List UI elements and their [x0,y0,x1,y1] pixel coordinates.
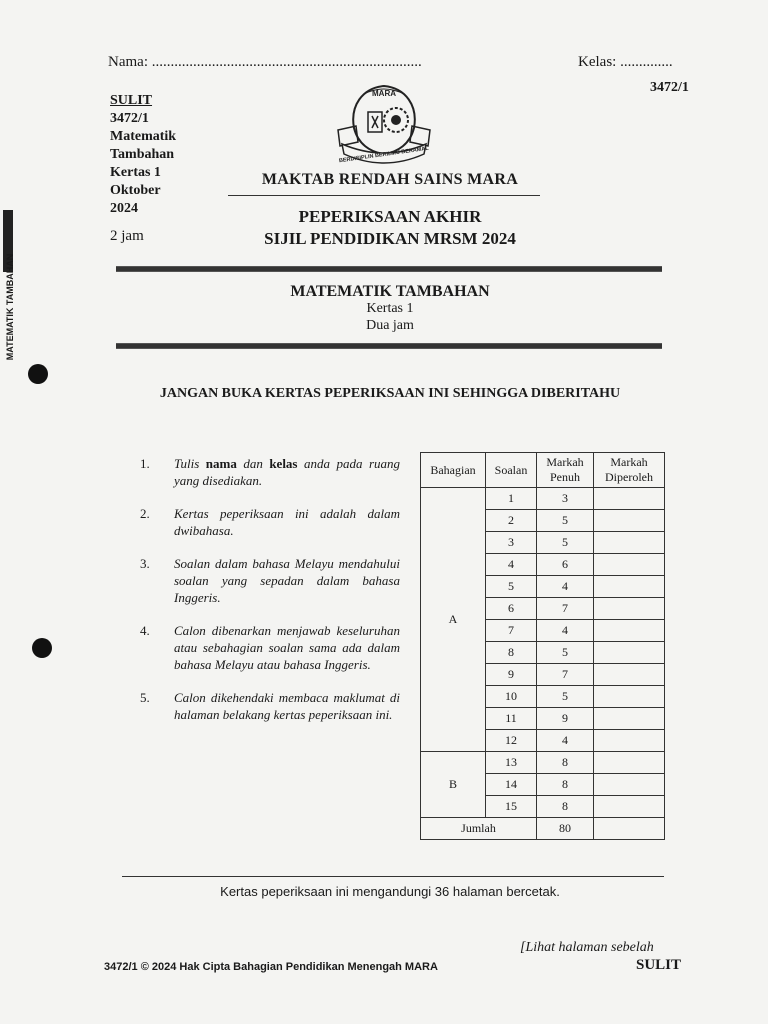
question-number-cell: 11 [486,708,537,730]
total-obtained-cell[interactable] [594,818,665,840]
divider-bar-bottom [116,343,662,349]
full-marks-cell: 4 [537,620,594,642]
full-marks-cell: 4 [537,730,594,752]
marks-table [420,452,665,840]
section-cell: B [421,752,486,818]
question-number-cell: 13 [486,752,537,774]
question-number-cell: 8 [486,642,537,664]
header-soalan: Soalan [486,453,537,488]
obtained-marks-cell[interactable] [594,576,665,598]
duration-label: 2 jam [110,228,144,244]
kelas-field: Kelas: .............. [578,54,673,70]
sulit-footer: SULIT [636,957,682,973]
paper-code-right: 3472/1 [650,80,689,95]
exam-title [200,206,580,250]
subject-line-1: Matematik [110,129,177,144]
full-marks-cell: 7 [537,664,594,686]
header-markah-diperoleh: Markah Diperoleh [594,453,665,488]
subject-line-2: Tambahan [110,147,175,162]
table-header-row [421,453,665,488]
obtained-marks-cell[interactable] [594,510,665,532]
paper-code: 3472/1 [110,111,149,126]
obtained-marks-cell[interactable] [594,796,665,818]
obtained-marks-cell[interactable] [594,730,665,752]
question-number-cell: 6 [486,598,537,620]
obtained-marks-cell[interactable] [594,664,665,686]
subject-block [200,283,580,334]
table-row [421,752,665,774]
full-marks-cell: 4 [537,576,594,598]
exam-year: 2024 [110,201,138,216]
full-marks-cell: 8 [537,796,594,818]
instruction-item: 1. Tulis nama dan kelas anda pada ruang yang disediakan. [140,456,400,488]
total-row [421,818,665,840]
obtained-marks-cell[interactable] [594,708,665,730]
obtained-marks-cell[interactable] [594,488,665,510]
full-marks-cell: 9 [537,708,594,730]
full-marks-cell: 3 [537,488,594,510]
total-label: Jumlah [421,818,537,840]
question-number-cell: 14 [486,774,537,796]
subject-title: MATEMATIK TAMBAHAN [290,283,490,300]
obtained-marks-cell[interactable] [594,774,665,796]
subject-duration: Dua jam [366,318,414,333]
obtained-marks-cell[interactable] [594,752,665,774]
school-name: MAKTAB RENDAH SAINS MARA [261,171,519,188]
footer-divider [122,876,664,877]
header-markah-penuh: Markah Penuh [537,453,594,488]
logo-ribbon-text: BERDISIPLIN BERILMU BERAMAL [338,145,430,165]
punch-hole [32,638,52,658]
question-number-cell: 7 [486,620,537,642]
question-number-cell: 15 [486,796,537,818]
header-bahagian: Bahagian [421,453,486,488]
obtained-marks-cell[interactable] [594,554,665,576]
section-cell: A [421,488,486,752]
total-value: 80 [537,818,594,840]
exam-title-line-2: SIJIL PENDIDIKAN MRSM 2024 [264,229,516,248]
punch-hole [28,364,48,384]
paper-info-block [110,92,176,218]
spine-label: MATEMATIK TAMBAHAN [5,253,15,361]
instruction-item: 2. Kertas peperiksaan ini adalah dalam dwibahasa. [140,506,400,538]
full-marks-cell: 8 [537,774,594,796]
full-marks-cell: 5 [537,532,594,554]
question-number-cell: 10 [486,686,537,708]
full-marks-cell: 7 [537,598,594,620]
full-marks-cell: 5 [537,642,594,664]
nama-field: Nama: ........................................................................ [108,54,422,70]
divider-bar-top [116,266,662,272]
logo-top-text: MARA [372,89,396,98]
full-marks-cell: 5 [537,510,594,532]
page-count-text: Kertas peperiksaan ini mengandungi 36 halaman bercetak. [220,884,560,899]
instructions-list [140,455,400,739]
question-number-cell: 4 [486,554,537,576]
sulit-label: SULIT [110,93,153,108]
see-next-page-text: [Lihat halaman sebelah [520,940,654,955]
divider-line [228,195,540,196]
question-number-cell: 9 [486,664,537,686]
full-marks-cell: 5 [537,686,594,708]
question-number-cell: 2 [486,510,537,532]
copyright-text: 3472/1 © 2024 Hak Cipta Bahagian Pendidikan Menengah MARA [104,961,438,973]
obtained-marks-cell[interactable] [594,686,665,708]
full-marks-cell: 8 [537,752,594,774]
full-marks-cell: 6 [537,554,594,576]
obtained-marks-cell[interactable] [594,642,665,664]
obtained-marks-cell[interactable] [594,598,665,620]
question-number-cell: 12 [486,730,537,752]
exam-month: Oktober [110,183,161,198]
obtained-marks-cell[interactable] [594,532,665,554]
mara-crest-icon [328,82,440,168]
warning-text: JANGAN BUKA KERTAS PEPERIKSAAN INI SEHINGGA DIBERITAHU [159,386,621,401]
question-number-cell: 3 [486,532,537,554]
question-number-cell: 5 [486,576,537,598]
instruction-item: 5. Calon dikehendaki membaca maklumat di halaman belakang kertas peperiksaan ini. [140,690,400,722]
obtained-marks-cell[interactable] [594,620,665,642]
instruction-item: 4. Calon dibenarkan menjawab keseluruhan atau sebahagian soalan sama ada dalam bahasa Melayu atau bahasa Inggeris. [140,623,400,672]
exam-title-line-1: PEPERIKSAAN AKHIR [298,207,482,226]
question-number-cell: 1 [486,488,537,510]
subject-paper: Kertas 1 [366,301,414,316]
instruction-item: 3. Soalan dalam bahasa Melayu mendahului soalan yang sepadan dalam bahasa Inggeris. [140,556,400,605]
paper-number: Kertas 1 [110,165,161,180]
table-row [421,488,665,510]
